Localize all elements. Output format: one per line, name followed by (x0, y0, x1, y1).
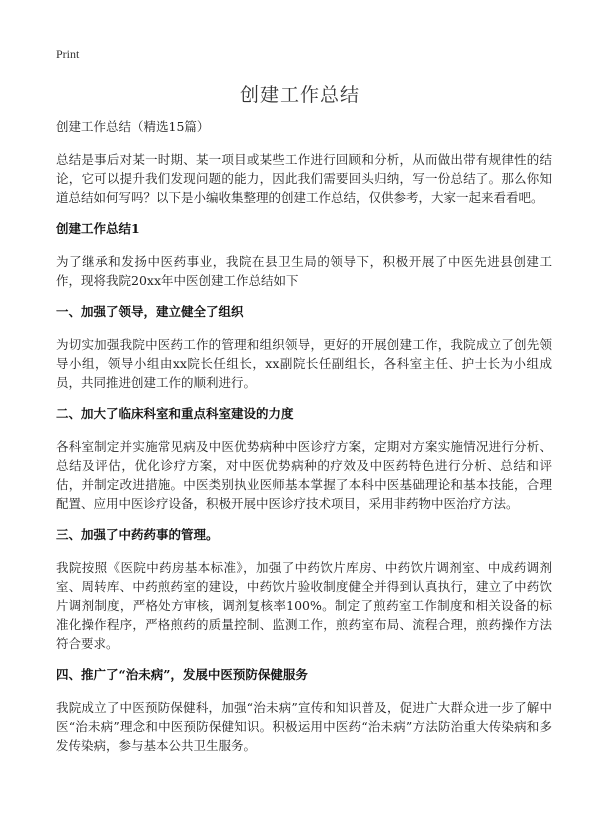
part-body-1: 为切实加强我院中医药工作的管理和组织领导，更好的开展创建工作，我院成立了创先领导小组，领导小组由xx院长任组长，xx副院长任副组长，各科室主任、护士长为小组成员，共同推进创建工作的顺利进行。 (56, 337, 552, 390)
part-heading-2: 二、加大了临床科室和重点科室建设的力度 (56, 406, 294, 421)
part-heading-4: 四、推广了“治未病”，发展中医预防保健服务 (56, 667, 308, 682)
document-subtitle: 创建工作总结（精选15篇） (56, 119, 210, 134)
part-body-2: 各科室制定并实施常见病及中医优势病种中医诊疗方案，定期对方案实施情况进行分析、总结及评估，优化诊疗方案，对中医优势病种的疗效及中医药特色进行分析、总结和评估，并制定改进措施。中医类别执业医师基本掌握了本科中医基础理论和基本技能，合理配置、应用中医诊疗设备，积极开展中医诊疗技术项目，采用非药物中医治疗方法。 (56, 439, 552, 511)
intro-paragraph: 总结是事后对某一时期、某一项目或某些工作进行回顾和分析，从而做出带有规律性的结论，它可以提升我们发现问题的能力，因此我们需要回头归纳，写一份总结了。那么你知道总结如何写吗？以下是小编收集整理的创建工作总结，仅供参考，大家一起来看看吧。 (56, 152, 552, 205)
part-body-3: 我院按照《医院中药房基本标准》，加强了中药饮片库房、中药饮片调剂室、中成药调剂室、周转库、中药煎药室的建设，中药饮片验收制度健全并得到认真执行，建立了中药饮片调剂制度，严格处方审核，调剂复核率100%。制定了煎药室工作制度和相关设备的标准化操作程序，严格煎药的质量控制、监测工作，煎药室布局、流程合理，煎药操作方法符合要求。 (56, 560, 552, 651)
section-intro-paragraph: 为了继承和发扬中医药事业，我院在县卫生局的领导下，积极开展了中医先进县创建工作，现将我院20xx年中医创建工作总结如下 (56, 254, 552, 288)
document-body (56, 118, 552, 768)
section-title: 创建工作总结1 (56, 221, 140, 236)
print-link[interactable]: Print (56, 47, 80, 61)
part-body-4: 我院成立了中医预防保健科，加强“治未病”宣传和知识普及，促进广大群众进一步了解中医“治未病”理念和中医预防保健知识。积极运用中医药“治未病”方法防治重大传染病和多发传染病，参与基本公共卫生服务。 (56, 700, 552, 753)
part-heading-1: 一、加强了领导，建立健全了组织 (56, 304, 244, 319)
page-title: 创建工作总结 (239, 84, 360, 106)
part-heading-3: 三、加强了中药药事的管理。 (56, 527, 219, 542)
